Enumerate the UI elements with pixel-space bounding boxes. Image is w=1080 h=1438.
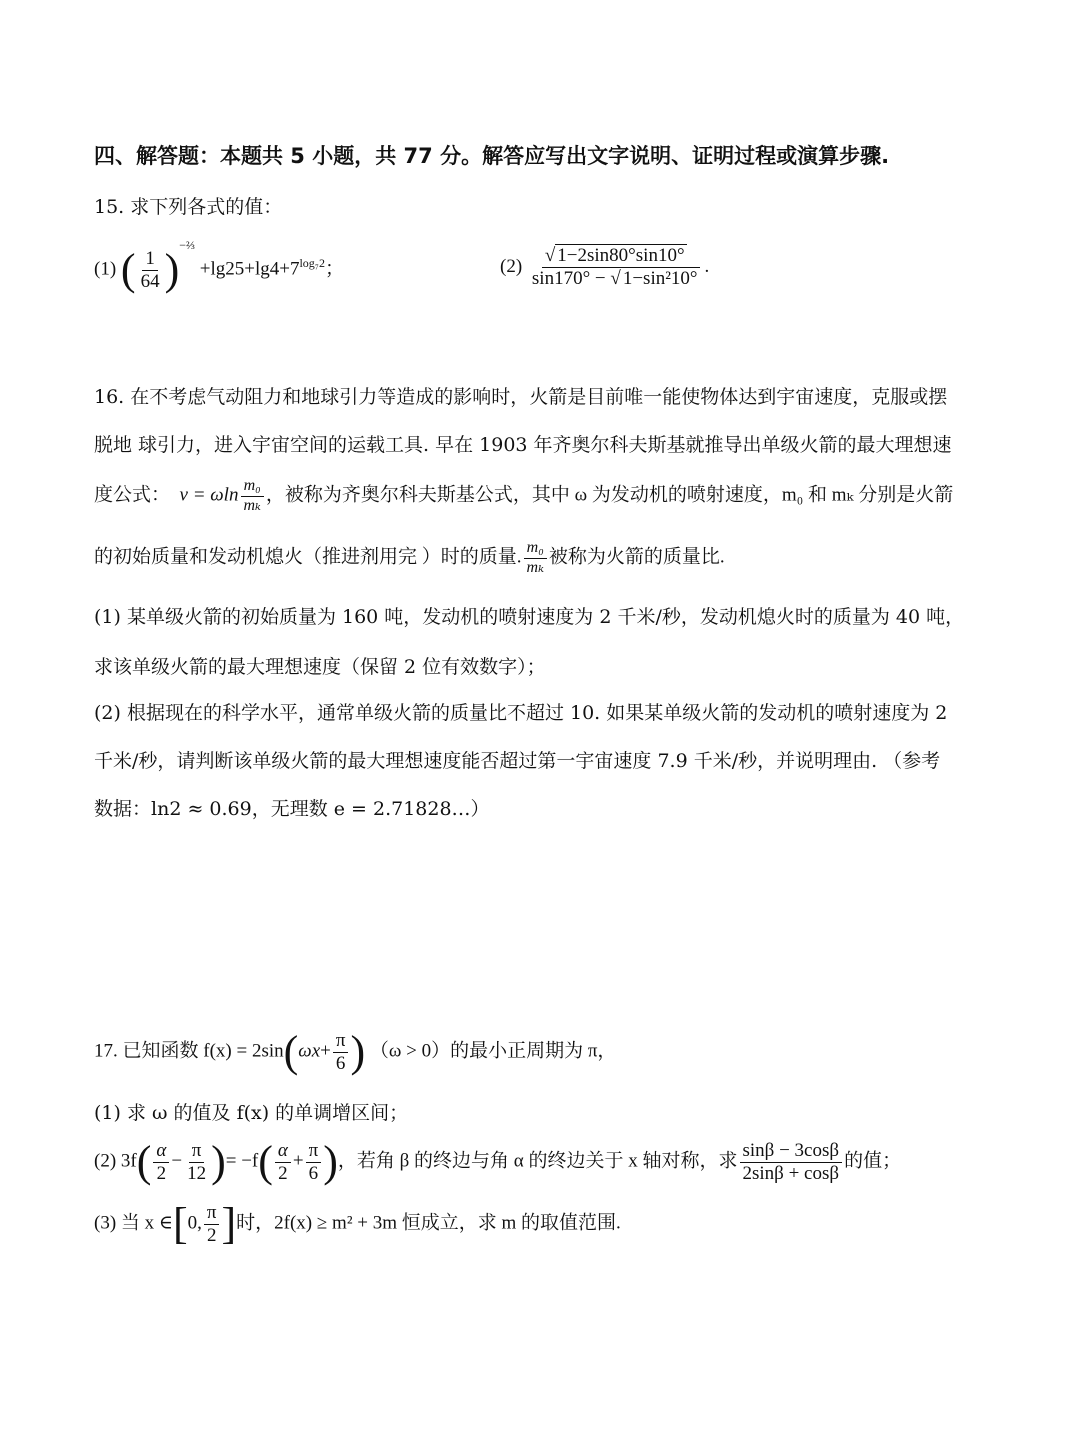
- q15-part2-label: (2): [500, 255, 523, 277]
- q16-line3: [94, 478, 953, 515]
- q16-line4-b: 被称为火箭的质量比.: [548, 546, 725, 568]
- q16-part2-line3: 数据：ln2 ≈ 0.69，无理数 e = 2.71828…）: [94, 798, 490, 820]
- q15-part1-end: ；: [325, 258, 345, 280]
- q15-part1: (1) ( $\frac{1}{64}$ )$^{-\frac{2}{3}} +\lg 25+\lg 4+7^{log_72}$；: [94, 238, 345, 294]
- q17-stem-a: 17. 已知函数 f(x) = 2sin: [94, 1040, 284, 1062]
- q17-part2-c: ，若角 β 的终边与角 α 的终边关于 x 轴对称，求: [337, 1150, 738, 1172]
- q17-part3-a: (3) 当 x ∈: [94, 1212, 173, 1234]
- q15-frac-1-64: $\frac{1}{64}$: [140, 247, 160, 292]
- q16-frac-mass-2: $\frac{\text{m₀}}{\text{mₖ}}$: [524, 540, 547, 577]
- q17-part2-d: 的值；: [844, 1150, 902, 1172]
- q15-part2: [500, 246, 709, 289]
- q16-formula: v = ωln: [179, 484, 239, 506]
- q17-part2: (2) 3f( $\frac{\alpha}{2}$ − $\frac{\pi}{12}$ )= −f( $\frac{\alpha}{2}$ + $\frac{\pi}{6}$ )，若角 β 的终边与角 α 的终边关于 x 轴对称，求 $\frac{\sin\beta - 3\cos\beta}{2\sin\beta + \cos\beta}$ 的值；: [94, 1137, 902, 1186]
- q15-part2-num: 1−2sin80°sin10°: [557, 245, 685, 266]
- q17-frac-alpha-2-b: $\frac{\alpha}{2}$: [275, 1141, 291, 1184]
- q17-part2-b: = −f: [225, 1150, 259, 1172]
- q16-line4-a: 的初始质量和发动机熄火（推进剂用完 ）时的质量.: [94, 546, 522, 568]
- q17-frac-beta: $\frac{\sin\beta - 3\cos\beta}{2\sin\beta + \cos\beta}$: [740, 1141, 843, 1184]
- q17-stem: 17. 已知函数 f(x) = 2sin(ωx+ $\frac{\pi}{6}$ ) （ω > 0）的最小正周期为 π，: [94, 1027, 617, 1076]
- q17-frac-pi-12: $\frac{\pi}{12}$: [187, 1139, 207, 1184]
- q16-line3-a: 度公式：: [94, 484, 171, 506]
- q16-frac-mass-1: $\frac{\text{m₀}}{\text{mₖ}}$: [240, 478, 263, 515]
- q17-stem-b: （ω > 0）的最小正周期为 π，: [369, 1040, 617, 1062]
- q17-frac-pi-2: $\frac{\pi}{2}$: [204, 1203, 220, 1246]
- q17-part2-a: (2) 3f: [94, 1150, 137, 1172]
- q17-part3: (3) 当 x ∈[0, $\frac{\pi}{2}$ ]时，2f(x) ≥ m² + 3m 恒成立，求 m 的取值范围.: [94, 1199, 621, 1248]
- q15-part2-fraction: $\frac{√ 1-2\sin 80^\circ\sin 10^\circ}{\text{sin170° − √ 1−sin²10°}}$: [531, 245, 698, 289]
- q15-part2-den-a: sin170° −: [531, 267, 606, 289]
- q16-part2-line1: (2) 根据现在的科学水平，通常单级火箭的质量比不超过 10. 如果某单级火箭的发动机的喷射速度为 2: [94, 702, 948, 724]
- q17-part1: (1) 求 ω 的值及 f(x) 的单调增区间；: [94, 1102, 409, 1124]
- q15-exp-neg-2-3: −⅔: [179, 238, 195, 253]
- q17-frac-alpha-2-a: $\frac{\alpha}{2}$: [153, 1141, 169, 1184]
- q16-line1: 16. 在不考虑气动阻力和地球引力等造成的影响时，火箭是目前唯一能使物体达到宇宙速度，克服或摆: [94, 386, 948, 408]
- q16-line3-b: ，被称为齐奥尔科夫斯基公式，其中 ω 为发动机的喷射速度，m₀ 和 mₖ 分别是火箭: [265, 484, 954, 506]
- q15-part1-exp: log₇2: [299, 256, 325, 271]
- q16-part1-line2: 求该单级火箭的最大理想速度（保留 2 位有效数字）；: [94, 656, 546, 678]
- q15-part1-tail: +lg25+lg4+7: [199, 258, 300, 280]
- q15-part1-label: (1): [94, 258, 117, 280]
- q15-part2-den-b: 1−sin²10°: [622, 267, 698, 289]
- q17-part3-b: 时，2f(x) ≥ m² + 3m 恒成立，求 m 的取值范围.: [236, 1212, 621, 1234]
- q17-frac-pi-6-b: $\frac{\pi}{6}$: [306, 1141, 322, 1184]
- q17-frac-pi-6: $\frac{\pi}{6}$: [333, 1031, 349, 1074]
- q15-part2-end: .: [704, 255, 710, 277]
- section-heading: 四、解答题：本题共 5 小题，共 77 分。解答应写出文字说明、证明过程或演算步骤.: [94, 144, 890, 168]
- q16-line4: [94, 540, 725, 577]
- q16-part2-line2: 千米/秒，请判断该单级火箭的最大理想速度能否超过第一宇宙速度 7.9 千米/秒，并说明理由. （参考: [94, 750, 941, 772]
- q16-line2: 脱地 球引力，进入宇宙空间的运载工具. 早在 1903 年齐奥尔科夫斯基就推导出单级火箭的最大理想速: [94, 434, 952, 456]
- q16-part1-line1: (1) 某单级火箭的初始质量为 160 吨，发动机的喷射速度为 2 千米/秒，发动机熄火时的质量为 40 吨，: [94, 606, 965, 628]
- q15-prompt: 15. 求下列各式的值：: [94, 196, 283, 218]
